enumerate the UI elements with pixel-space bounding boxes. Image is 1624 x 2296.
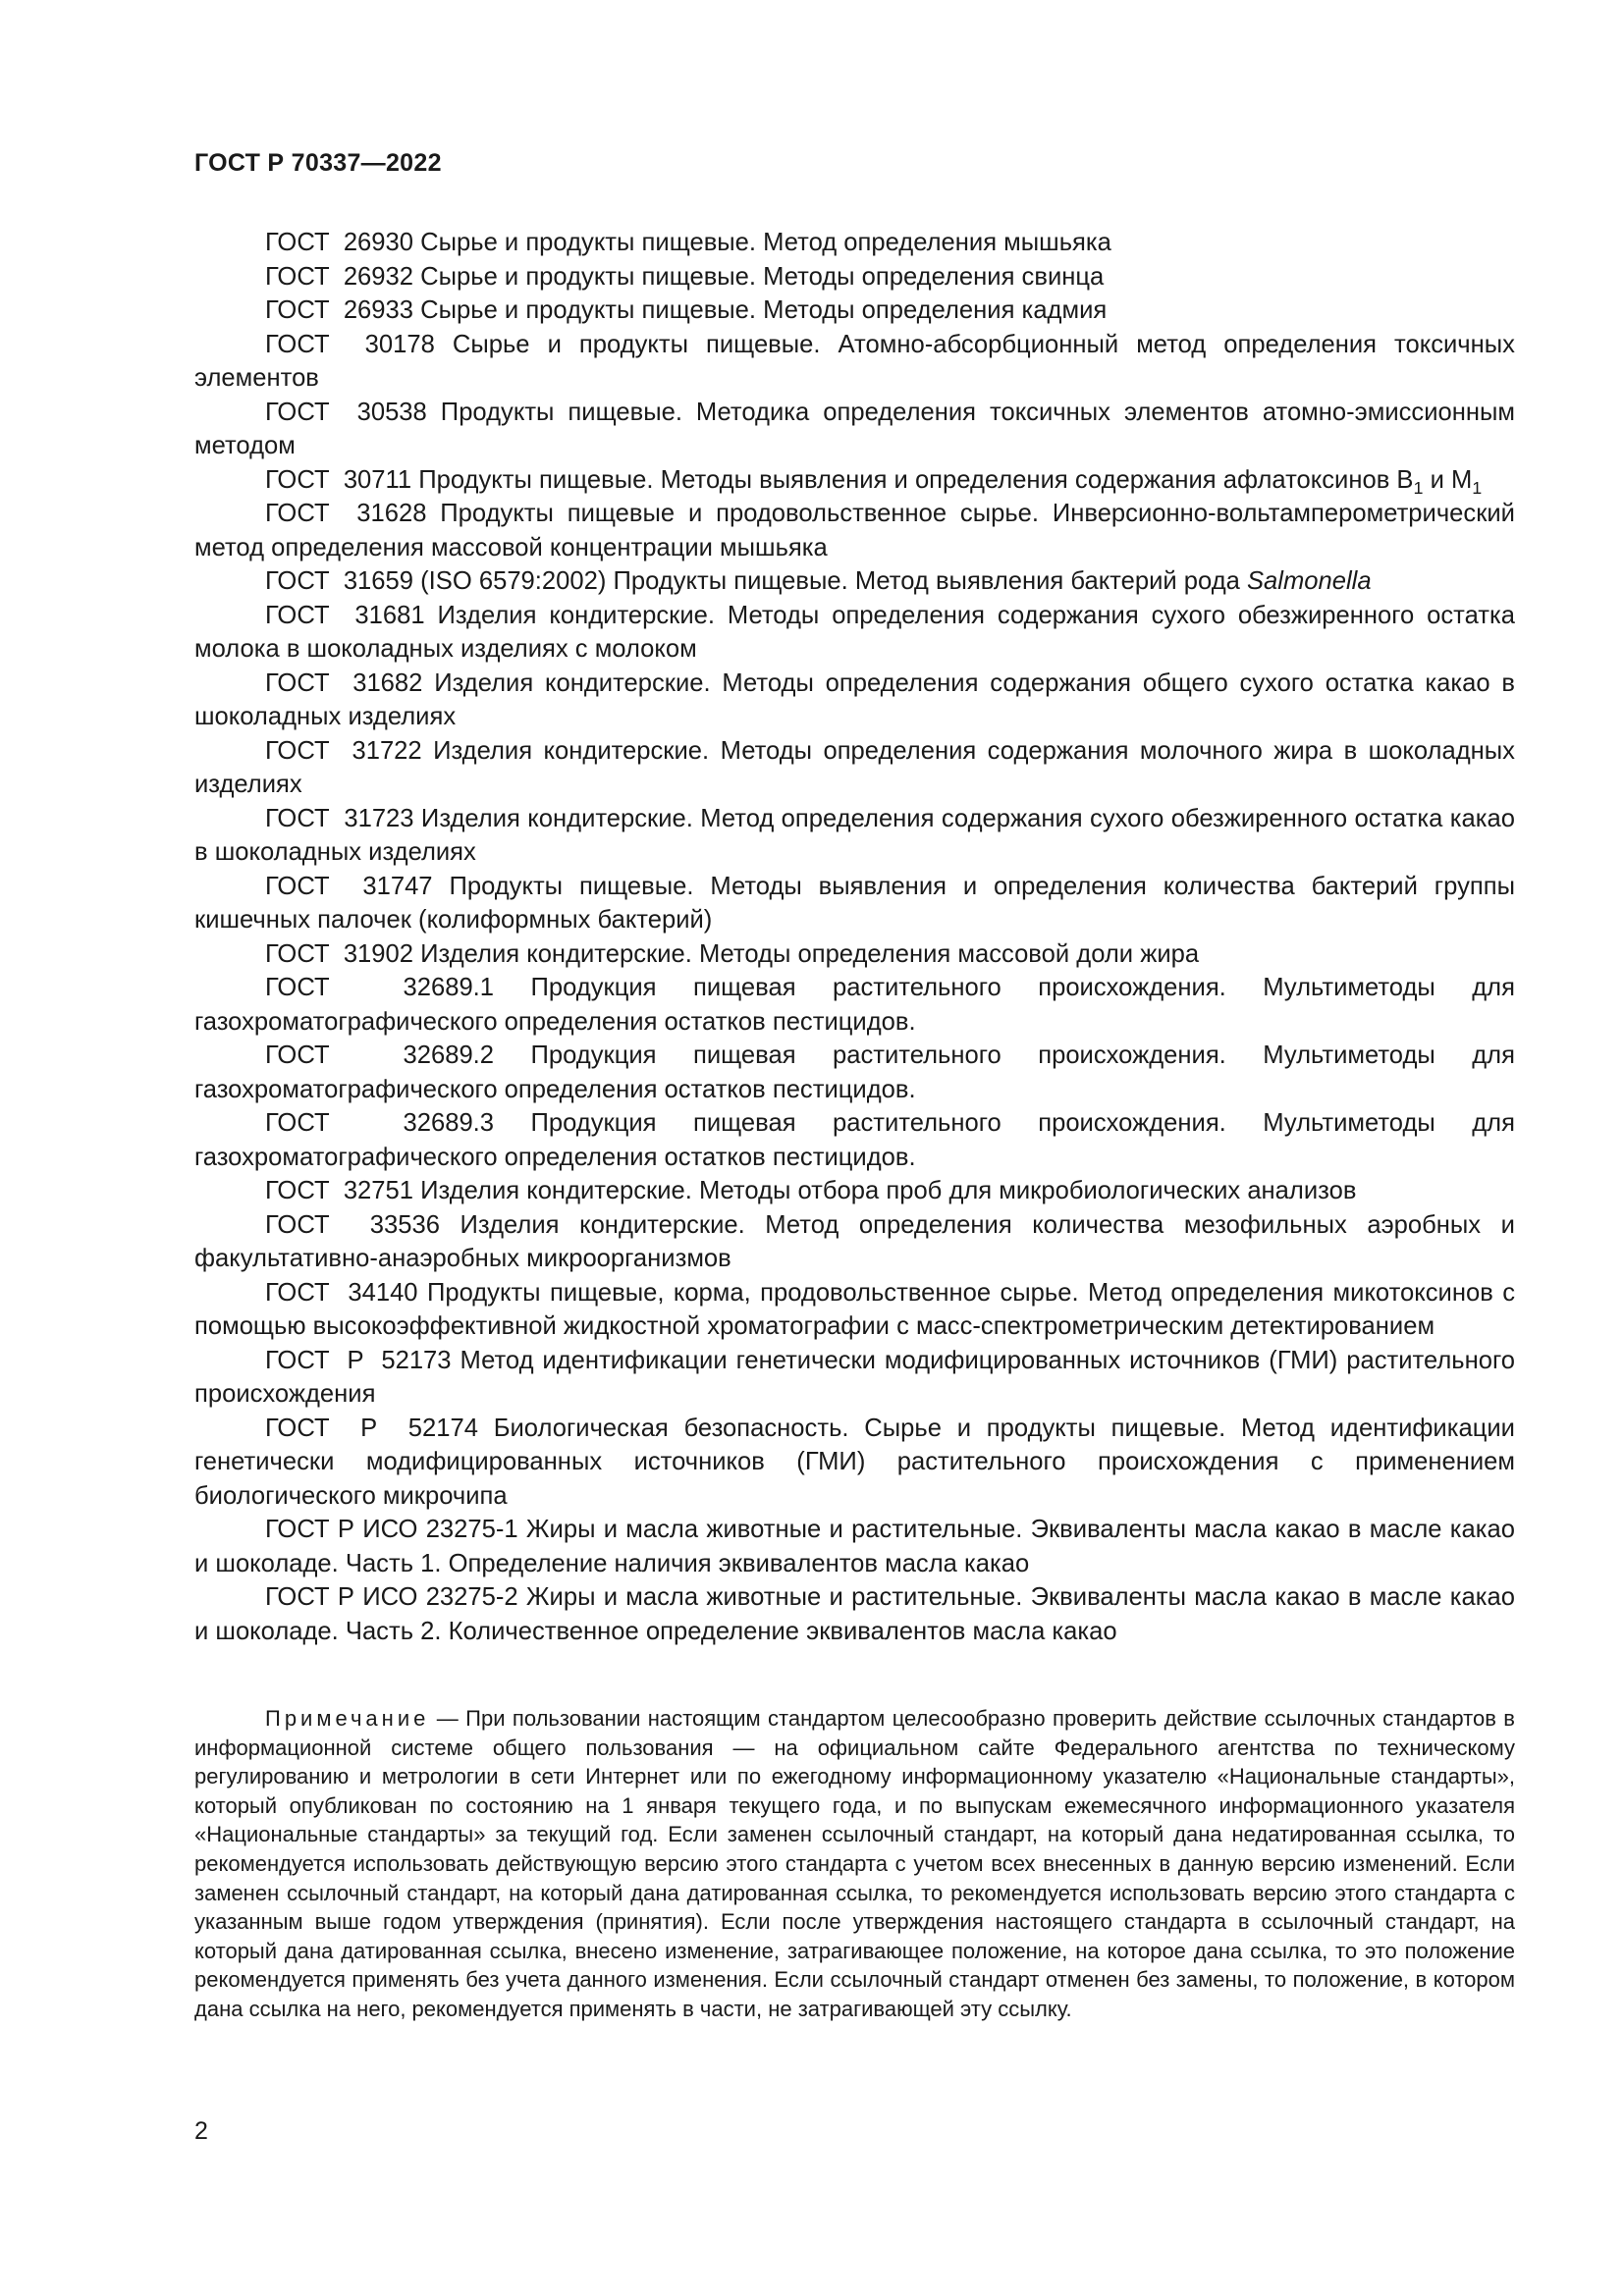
reference-item (194, 1208, 1515, 1276)
reference-code: ГОСТ 30178 (265, 330, 435, 358)
reference-title: Продукция пищевая растительного происхождения. Мультиметоды для газохроматографического определения остатков пестицидов. (194, 1109, 1515, 1171)
reference-title: Сырье и продукты пищевые. Атомно-абсорбционный метод определения токсичных элементов (194, 330, 1515, 392)
reference-item (194, 734, 1515, 802)
subscript: 1 (1472, 477, 1483, 498)
note-text: — При пользовании настоящим стандартом целесообразно проверить действие ссылочных стандартов в информационной системе общего пользования — на официальном сайте Федерального агентства по техническому регулированию и метрологии в сети Интернет или по ежегодному информационному указателю «Национальные стандарты», который опубликован по состоянию на 1 января текущего года, и по выпускам ежемесячного информационного указателя «Национальные стандарты» за текущий год. Если заменен ссылочный стандарт, на который дана недатированная ссылка, то рекомендуется использовать действующую версию этого стандарта с учетом всех внесенных в данную версию изменений. Если заменен ссылочный стандарт, на который дана датированная ссылка, то рекомендуется использовать версию этого стандарта с указанным выше годом утверждения (принятия). Если после утверждения настоящего стандарта в ссылочный стандарт, на который дана датированная ссылка, внесено изменение, затрагивающее положение, на которое дана ссылка, то это положение рекомендуется применять без учета данного изменения. Если ссылочный стандарт отменен без замены, то положение, в котором дана ссылка на него, рекомендуется применять в части, не затрагивающей эту ссылку. (194, 1706, 1515, 2021)
reference-title: Метод идентификации генетически модифицированных источников (ГМИ) растительного происхождения (194, 1346, 1515, 1408)
reference-title: Продукция пищевая растительного происхождения. Мультиметоды для газохроматографического определения остатков пестицидов. (194, 974, 1515, 1036)
reference-title: Продукты пищевые и продовольственное сырье. Инверсионно-вольтамперометрический метод определения массовой концентрации мышьяка (194, 500, 1515, 561)
reference-title: Изделия кондитерские. Методы определения содержания молочного жира в шоколадных изделиях (194, 736, 1515, 798)
reference-code: ГОСТ Р ИСО 23275-2 (265, 1583, 518, 1611)
genus-name: Salmonella (1246, 567, 1372, 595)
reference-item (194, 1174, 1515, 1208)
reference-title: Продукты пищевые. Методы выявления и определения содержания афлатоксинов B (418, 465, 1414, 494)
reference-item (194, 564, 1515, 599)
reference-title: Изделия кондитерские. Методы определения содержания сухого обезжиренного остатка молока в шоколадных изделиях с молоком (194, 601, 1515, 663)
reference-code: ГОСТ Р 52174 (265, 1414, 478, 1442)
reference-title-cont: и M (1423, 465, 1473, 494)
reference-title: Сырье и продукты пищевые. Методы определения свинца (420, 262, 1105, 291)
document-header: ГОСТ Р 70337—2022 (194, 149, 442, 177)
reference-item (194, 294, 1515, 328)
reference-title: Изделия кондитерские. Методы определения массовой доли жира (420, 939, 1200, 968)
reference-code: ГОСТ 31722 (265, 736, 422, 765)
reference-item (194, 937, 1515, 972)
reference-code: ГОСТ 34140 (265, 1278, 418, 1307)
reference-code: ГОСТ 30711 (265, 465, 412, 494)
reference-item (194, 1513, 1515, 1580)
reference-code: ГОСТ 31723 (265, 804, 414, 832)
reference-title: Жиры и масла животные и растительные. Эквиваленты масла какао в масле какао и шоколаде. Часть 2. Количественное определение эквивалентов масла какао (194, 1583, 1515, 1645)
reference-code: ГОСТ Р 52173 (265, 1346, 452, 1374)
reference-title: Продукты пищевые. Методика определения токсичных элементов атомно-эмиссионным методом (194, 398, 1515, 459)
reference-item (194, 226, 1515, 260)
reference-title: Изделия кондитерские. Метод определения количества мезофильных аэробных и факультативно-анаэробных микроорганизмов (194, 1210, 1515, 1272)
reference-code: ГОСТ Р ИСО 23275-1 (265, 1516, 518, 1543)
reference-item (194, 1580, 1515, 1648)
reference-code: ГОСТ 31902 (265, 939, 413, 968)
reference-code: ГОСТ 31628 (265, 500, 427, 527)
note-label: Примечание (265, 1706, 430, 1731)
reference-title: Сырье и продукты пищевые. Методы определения кадмия (420, 296, 1108, 324)
reference-title: Продукция пищевая растительного происхождения. Мультиметоды для газохроматографического определения остатков пестицидов. (194, 1041, 1515, 1103)
reference-item (194, 1106, 1515, 1174)
reference-code: ГОСТ 32689.1 (265, 974, 495, 1001)
reference-code: ГОСТ 32751 (265, 1177, 413, 1204)
reference-item (194, 870, 1515, 937)
reference-item (194, 971, 1515, 1039)
reference-item (194, 802, 1515, 870)
reference-code: ГОСТ 26930 (265, 229, 413, 256)
reference-item (194, 260, 1515, 294)
note-block (194, 1704, 1515, 2024)
reference-title: Сырье и продукты пищевые. Метод определения мышьяка (420, 229, 1111, 256)
reference-title: Изделия кондитерские. Метод определения содержания сухого обезжиренного остатка какао в шоколадных изделиях (194, 804, 1515, 866)
reference-item (194, 1412, 1515, 1514)
reference-code: ГОСТ 32689.3 (265, 1109, 495, 1137)
reference-title: Изделия кондитерские. Методы отбора проб для микробиологических анализов (420, 1177, 1357, 1204)
reference-item (194, 396, 1515, 463)
reference-title: Биологическая безопасность. Сырье и продукты пищевые. Метод идентификации генетически модифицированных источников (ГМИ) растительного происхождения с применением биологического микрочипа (194, 1414, 1515, 1510)
page-number: 2 (194, 2117, 208, 2145)
reference-code: ГОСТ 31681 (265, 601, 425, 629)
reference-code: ГОСТ 31747 (265, 872, 433, 900)
reference-code: ГОСТ 32689.2 (265, 1041, 495, 1069)
reference-title: Изделия кондитерские. Методы определения содержания общего сухого остатка какао в шоколадных изделиях (194, 668, 1515, 730)
reference-title: Продукты пищевые, корма, продовольственное сырье. Метод определения микотоксинов с помощью высокоэффективной жидкостной хроматографии с масс-спектрометрическим детектированием (194, 1278, 1515, 1340)
reference-item (194, 599, 1515, 667)
reference-code: ГОСТ 30538 (265, 398, 427, 426)
reference-code: ГОСТ 31682 (265, 668, 423, 697)
reference-item (194, 1344, 1515, 1412)
reference-item (194, 1039, 1515, 1106)
reference-code: ГОСТ 31659 (265, 567, 413, 595)
subscript: 1 (1413, 477, 1424, 498)
reference-item (194, 328, 1515, 396)
reference-title: Жиры и масла животные и растительные. Эквиваленты масла какао в масле какао и шоколаде. Часть 1. Определение наличия эквивалентов масла какао (194, 1516, 1515, 1577)
reference-title: Продукты пищевые. Методы выявления и определения количества бактерий группы кишечных палочек (колиформных бактерий) (194, 872, 1515, 934)
reference-item (194, 1276, 1515, 1344)
reference-code: ГОСТ 26932 (265, 262, 413, 291)
reference-item (194, 497, 1515, 564)
reference-item (194, 463, 1515, 498)
reference-title: (ISO 6579:2002) Продукты пищевые. Метод выявления бактерий рода (420, 567, 1247, 595)
reference-item (194, 667, 1515, 734)
note-paragraph (194, 1704, 1515, 2024)
reference-code: ГОСТ 26933 (265, 296, 413, 324)
reference-code: ГОСТ 33536 (265, 1210, 440, 1239)
normative-references-list (194, 226, 1515, 1648)
